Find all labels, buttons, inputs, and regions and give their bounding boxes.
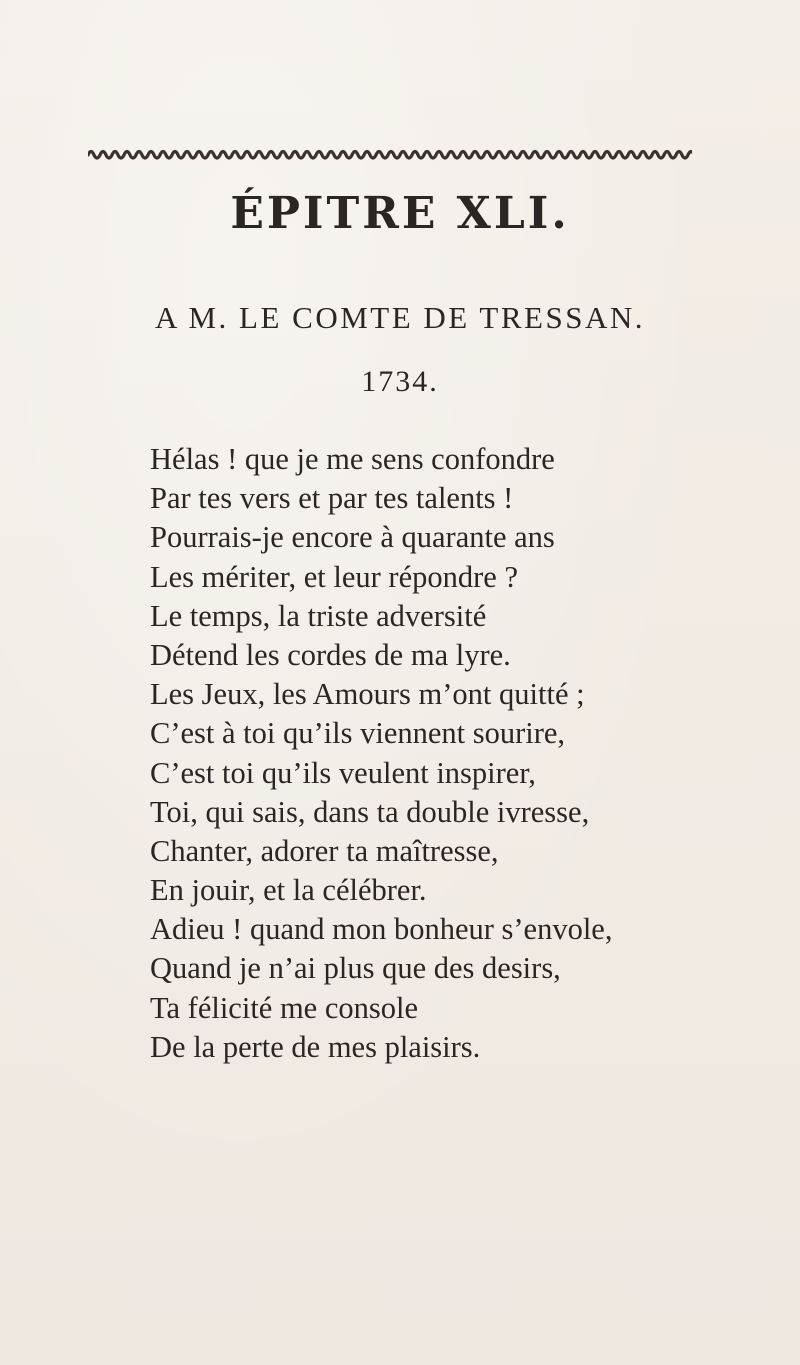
poem-line: Chanter, adorer ta maîtresse, xyxy=(150,833,499,868)
epistle-year: 1734. xyxy=(361,365,439,398)
poem-stanza xyxy=(150,440,612,1067)
poem-line: Quand je n’ai plus que des desirs, xyxy=(150,951,561,986)
poem-line: C’est toi qu’ils veulent inspirer, xyxy=(150,755,536,790)
poem-line: Détend les cordes de ma lyre. xyxy=(150,637,511,672)
poem-line: Les Jeux, les Amours m’ont quitté ; xyxy=(150,677,585,712)
poem-line: Les mériter, et leur répondre ? xyxy=(150,559,518,594)
poem-line: Le temps, la triste adversité xyxy=(150,598,487,633)
poem-line: Par tes vers et par tes talents ! xyxy=(150,481,514,516)
poem-line: De la perte de mes plaisirs. xyxy=(150,1029,481,1064)
dedication-line: A M. LE COMTE DE TRESSAN. xyxy=(155,300,645,335)
decorative-wave-rule xyxy=(88,146,692,162)
epistle-title: ÉPITRE XLI. xyxy=(230,188,570,239)
poem-line: Ta félicité me console xyxy=(150,990,419,1025)
poem-line: Hélas ! que je me sens confondre xyxy=(150,442,555,476)
poem-line: En jouir, et la célébrer. xyxy=(150,873,427,908)
poem-line: C’est à toi qu’ils viennent sourire, xyxy=(150,716,566,751)
poem-line: Adieu ! quand mon bonheur s’envole, xyxy=(150,912,613,947)
poem-line: Pourrais-je encore à quarante ans xyxy=(150,520,555,555)
poem-line: Toi, qui sais, dans ta double ivresse, xyxy=(150,794,590,829)
